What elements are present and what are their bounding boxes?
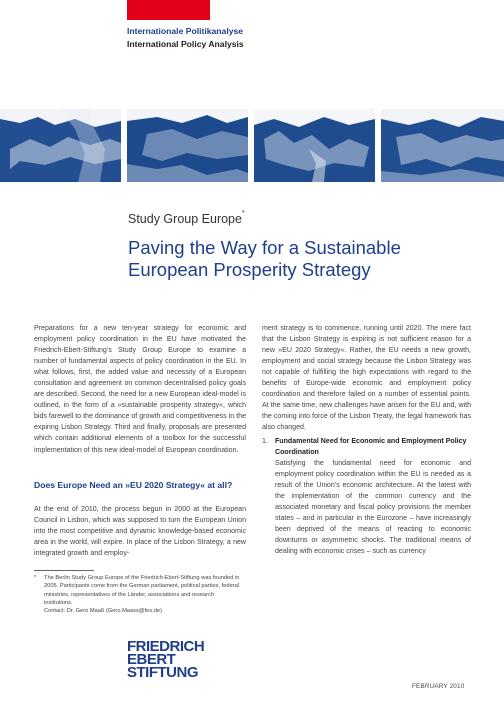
right-column-paragraph: ment strategy is to commence, running until 2020. The mere fact that the Lisbon Strategy is expiring is not sufficient reason for a new »EU 2020 Strategy«. Rather, the EU needs a new growth, employment and social strategy because the Lisbon Strategy was not capable of fulfilling the high expectations with regard to the benefits of Europe-wide economic and employment policy coordination and therefore failed on a number of essential points. At the same time, new challenges have arisen for the EU and, with the coming into force of the Lisbon Treaty, the legal framework has also changed. <box>262 325 471 432</box>
study-group-label: Study Group Europe* <box>128 210 245 226</box>
map-tile-2 <box>127 109 248 182</box>
section-heading: Does Europe Need an »EU 2020 Strategy« at all? <box>34 480 233 490</box>
logo-line-3: STIFTUNG <box>127 664 198 681</box>
document-title <box>128 237 458 281</box>
map-tile-4 <box>381 109 504 182</box>
title-line-2: European Prosperity Strategy <box>128 259 371 280</box>
footnote-marker: * <box>241 210 245 217</box>
logo-line-1: FRIEDRICH <box>127 638 205 655</box>
footnote-contact: Contact: Dr. Gero Maaß (Gero.Maass@fes.de) <box>44 608 162 615</box>
point-heading: Fundamental Need for Economic and Employment Policy Coordination <box>275 438 467 457</box>
footnote <box>34 574 244 615</box>
map-tile-1 <box>0 109 121 182</box>
fes-logo <box>127 640 217 679</box>
map-banner <box>0 109 504 182</box>
series-title-english: International Policy Analysis <box>127 39 244 49</box>
series-title-german: Internationale Politikanalyse <box>127 26 244 36</box>
logo-line-2: EBERT <box>127 651 176 668</box>
point-body: Satisfying the fundamental need for economic and employment policy coordination within the EU is needed as a result of the Union’s economic architecture. At the latest with the implementation of the common currency and the associated monetary and fiscal policy provisions the member states – and in particular in the Eurozone – have increasingly been deprived of the means of reacting to economic downturns or asymmetric shocks. The traditional means of dealing with economic crises – such as currency <box>275 460 471 556</box>
accent-bar <box>127 0 210 20</box>
footnote-divider <box>34 570 94 571</box>
footnote-mark: * <box>34 575 37 581</box>
intro-paragraph: Preparations for a new ten-year strategy for economic and employment policy coordination in the EU have motivated the Friedrich-Ebert-Stiftung’s Study Group Europe to examine a number of fundamental aspects of policy coordination in the EU. In what follows, first, the added value and necessity of a European consultation and agreement on common decentralised policy goals are described. Second, the need for a new European ideal-model is outlined, in the form of a »sustainable prosperity strategy«, which bids farewell to the dominance of growth and competitiveness in the expiring Lisbon Strategy. Third and finally, proposals are presented which contain additional elements of a toolbox for the successful implementation of this new ideal-model of European coordination. <box>34 325 246 454</box>
numbered-section-1 <box>262 436 471 558</box>
title-line-1: Paving the Way for a Sustainable <box>128 237 401 258</box>
point-number: 1. <box>262 438 268 445</box>
publication-date: FEBRUARY 2010 <box>412 683 465 690</box>
map-tile-3 <box>254 109 375 182</box>
footnote-text: The Berlin Study Group Europe of the Friedrich-Ebert-Stiftung was founded in 2005. Participants come from the German parliament, political parties, federal ministries, representatives of the Länder, associations and research institutions. <box>44 575 240 606</box>
section-paragraph: At the end of 2010, the process begun in 2000 at the European Council in Lisbon, which was supposed to turn the European Union into the most competitive and dynamic knowledge-based economic area in the world, will expire. In place of the Lisbon Strategy, a new integrated growth and employ- <box>34 506 246 558</box>
